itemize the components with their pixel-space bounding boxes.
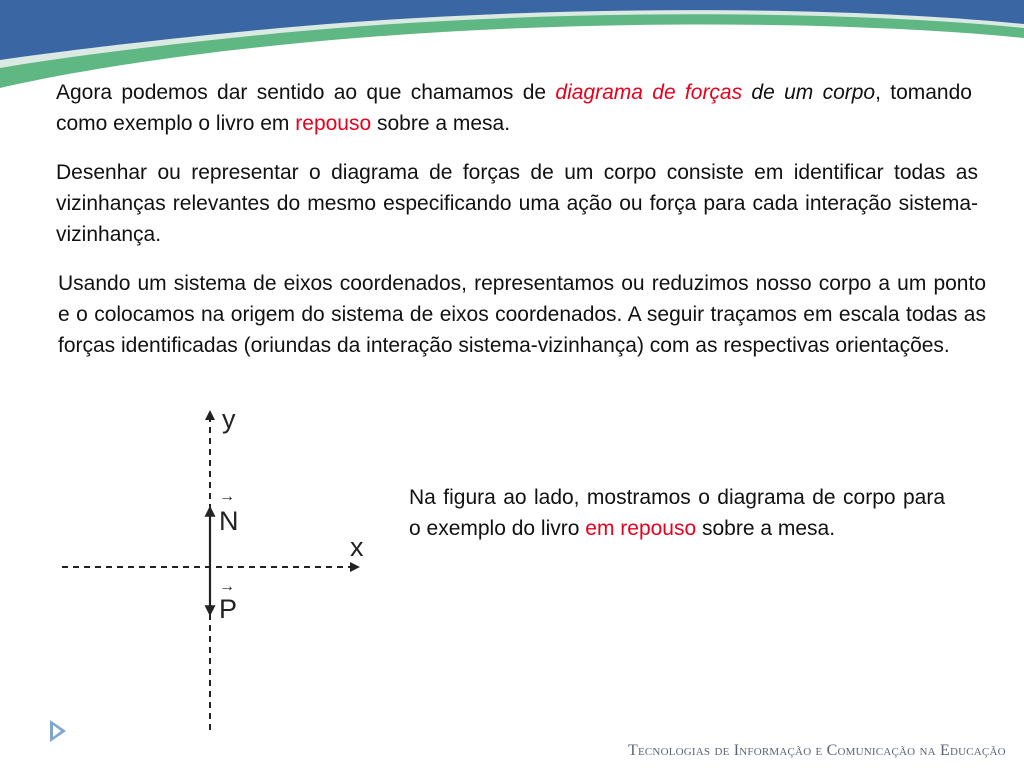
weight-force-label: P bbox=[219, 594, 238, 624]
definition-paragraph: Desenhar ou representar o diagrama de forças de um corpo consiste em identificar todas as vizinhanças relevantes do mesmo especificando uma ação ou força para cada interação sistema-vizinhança. bbox=[56, 161, 978, 246]
figure-caption-paragraph bbox=[409, 482, 945, 544]
intro-paragraph bbox=[56, 77, 972, 139]
normal-force-label: N bbox=[219, 506, 239, 536]
method-paragraph: Usando um sistema de eixos coordenados, representamos ou reduzimos nosso corpo a um ponto e o colocamos na origem do sistema de eixos coordenados. A seguir traçamos em escala todas as forças identificadas (oriundas da interação sistema-vizinhança) com as respectivas orientações. bbox=[58, 272, 986, 357]
caption-text-end: sobre a mesa. bbox=[696, 517, 836, 540]
intro-text-start: Agora podemos dar sentido ao que chamamos de bbox=[56, 81, 556, 104]
intro-italic-term: de um corpo bbox=[742, 81, 876, 104]
footer-title: Tecnologias de Informação e Comunicação na Educação bbox=[628, 742, 1006, 759]
caption-text-start: Na figura ao lado, mostramos o diagrama de corpo para o exemplo do livro bbox=[409, 486, 945, 540]
intro-highlight-rest: repouso bbox=[295, 112, 372, 135]
intro-text-middle: , tomando como exemplo o livro em bbox=[56, 81, 972, 135]
triangle-next-icon[interactable] bbox=[48, 718, 68, 744]
intro-highlight-term: diagrama de forças bbox=[555, 81, 743, 104]
x-axis-label: x bbox=[350, 532, 364, 562]
intro-text-end: sobre a mesa. bbox=[371, 112, 511, 135]
weight-vector-mark: → bbox=[219, 578, 235, 595]
free-body-diagram bbox=[0, 400, 400, 735]
caption-highlight: em repouso bbox=[585, 517, 697, 540]
y-axis-label: y bbox=[222, 404, 236, 434]
normal-vector-mark: → bbox=[219, 488, 235, 505]
